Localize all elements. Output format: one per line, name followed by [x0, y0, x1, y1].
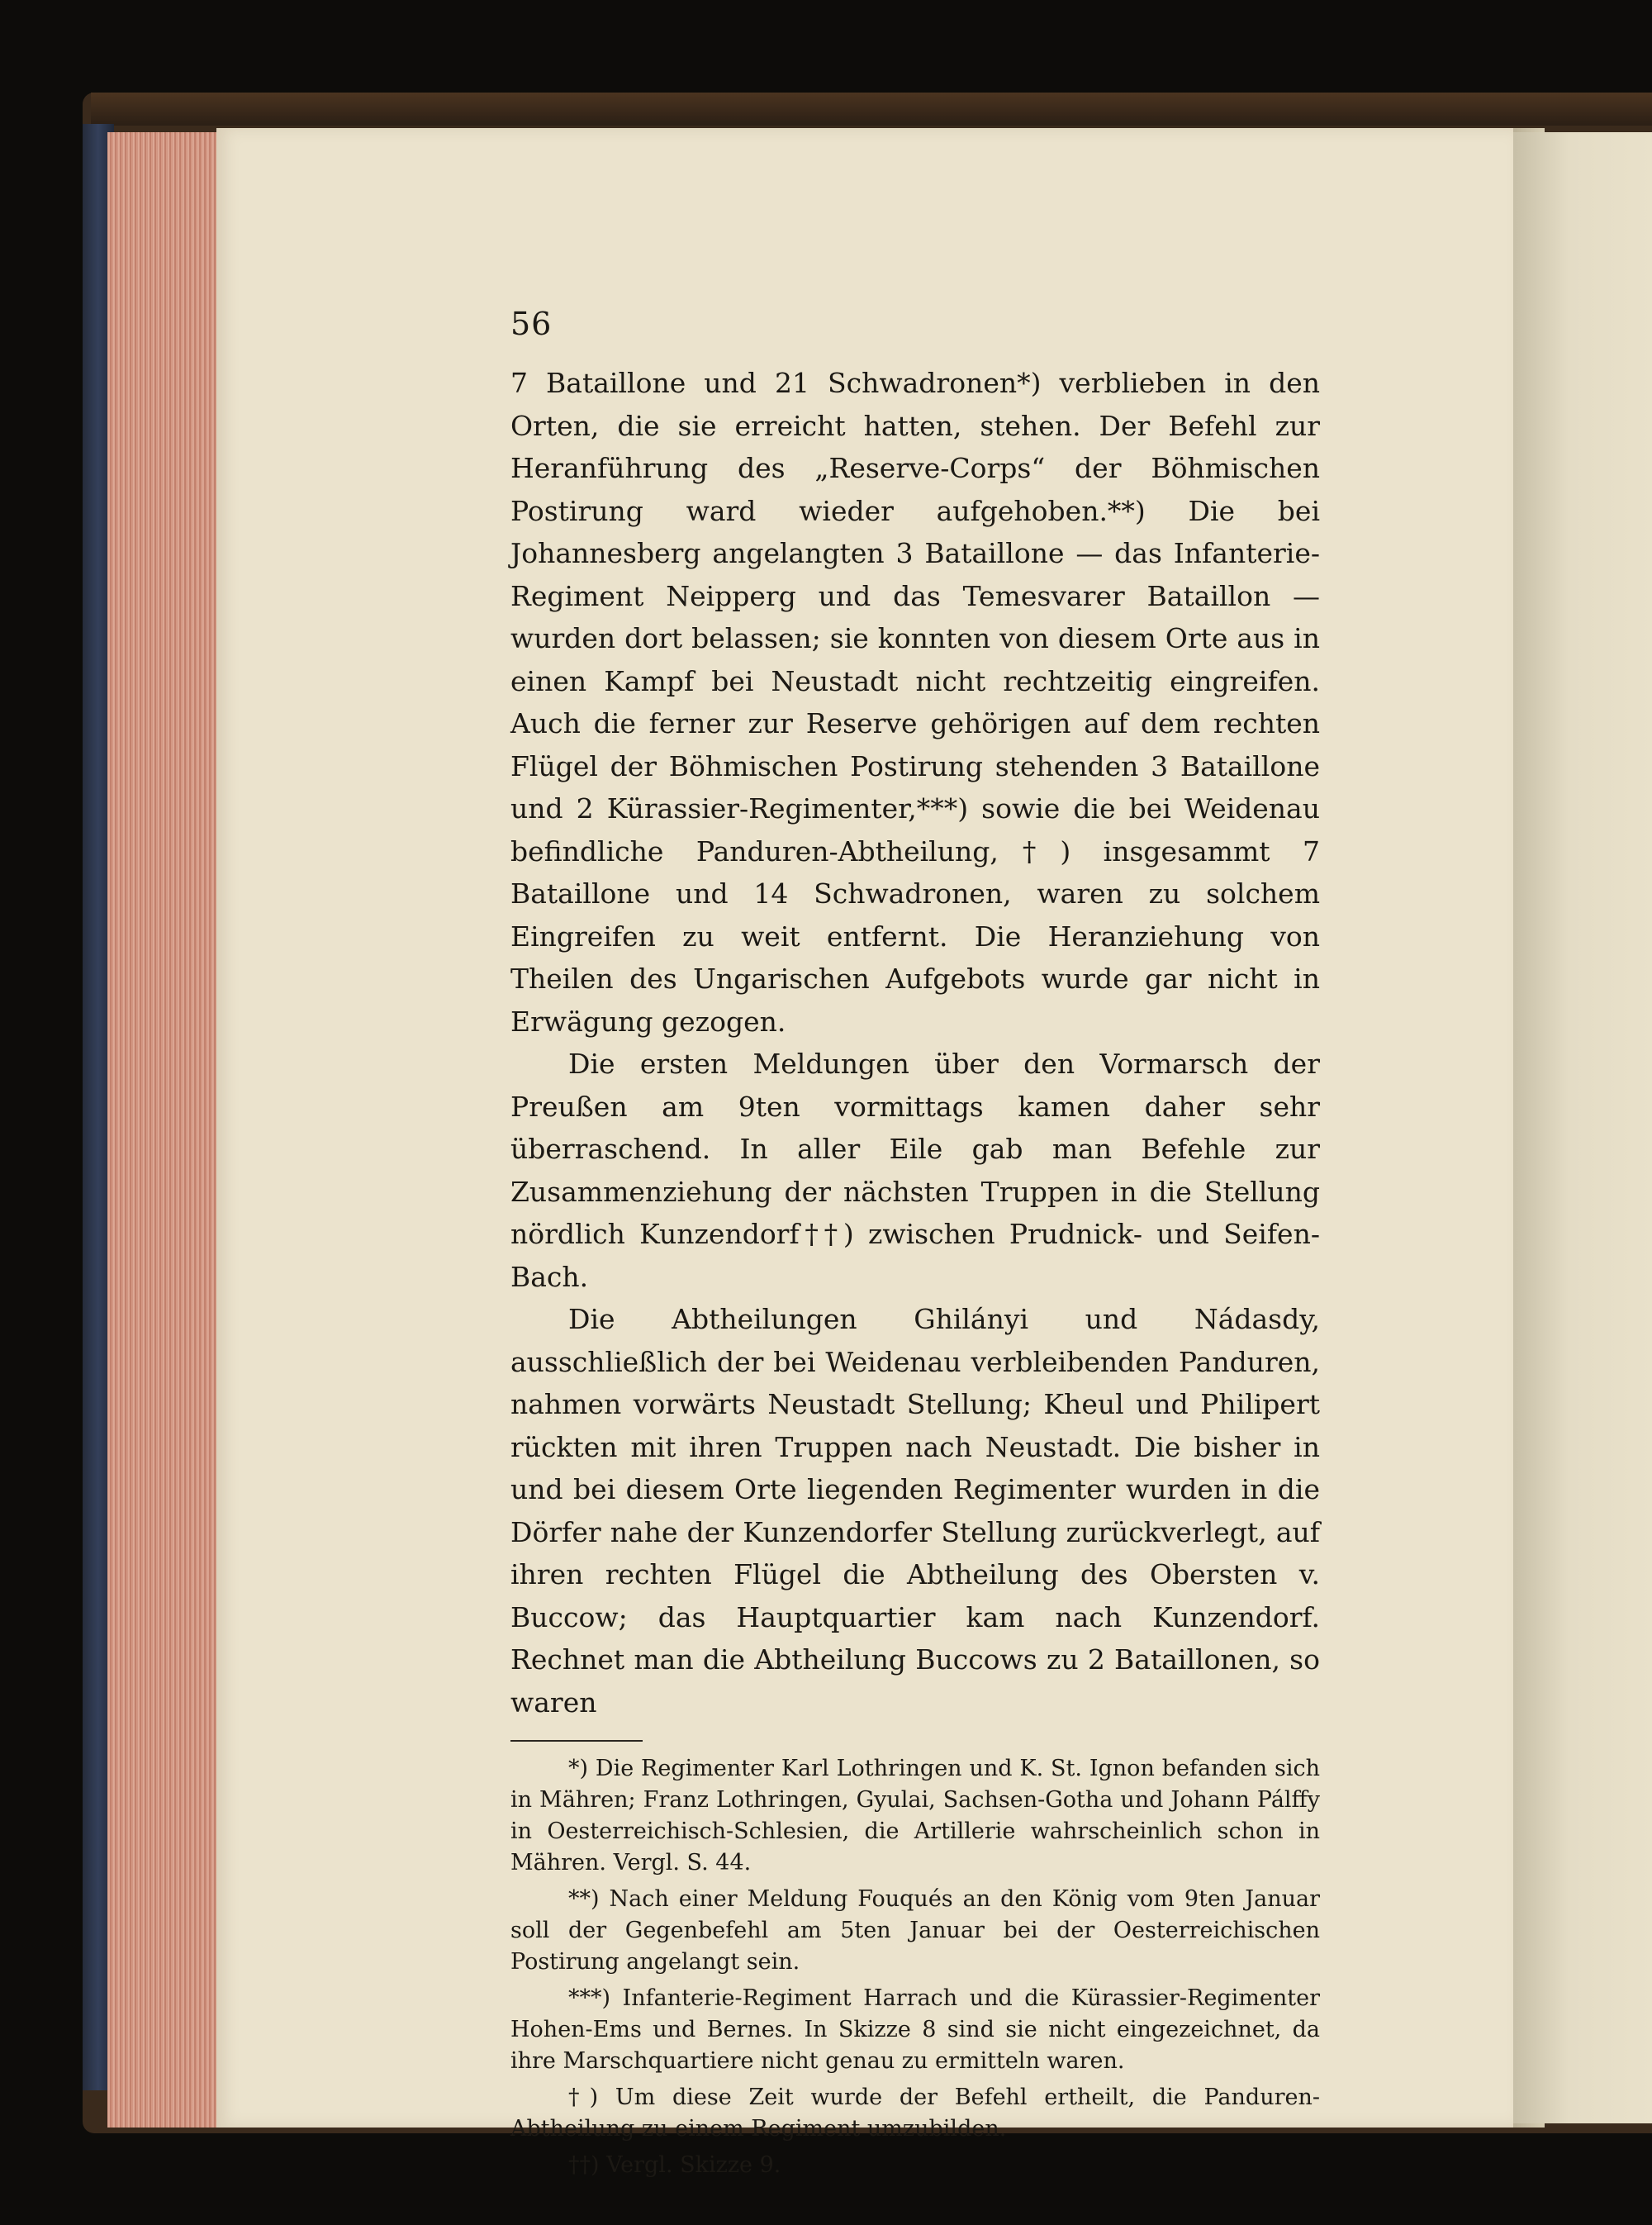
page-content [510, 306, 1320, 2183]
book-cover-top-edge [91, 93, 1652, 126]
page-number: 56 [510, 306, 553, 342]
paragraph: Die ersten Meldungen über den Vormarsch der Preußen am 9ten vormittags kamen daher sehr überraschend. In aller Eile gab man Befehle zur Zusammenziehung der nächsten Truppen in die Stellung nördlich Kunzendorf††) zwischen Prudnick- und Seifen-Bach. [510, 1048, 1320, 1293]
footnote: *) Die Regimenter Karl Lothringen und K. St. Ignon befanden sich in Mähren; Franz Lothringen, Gyulai, Sachsen-Gotha und Johann Pálffy in Oesterreichisch-Schlesien, die Artillerie wahrscheinlich schon in Mähren. Vergl. S. 44. [510, 1756, 1320, 1876]
page-block-edges [107, 132, 231, 2128]
footnote: †) Um diese Zeit wurde der Befehl ertheilt, die Panduren-Abtheilung zu einem Regiment umzubilden. [510, 2085, 1320, 2142]
facing-page-edge [1513, 132, 1652, 2123]
body-text [510, 362, 1320, 1723]
footnote: **) Nach einer Meldung Fouqués an den König vom 9ten Januar soll der Gegenbefehl am 5ten Januar bei der Oesterreichischen Postirung angelangt sein. [510, 1886, 1320, 1975]
footnote: ††) Vergl. Skizze 9. [568, 2152, 781, 2178]
footnote: ***) Infanterie-Regiment Harrach und die Kürassier-Regimenter Hohen-Ems und Bernes. In Skizze 8 sind sie nicht eingezeichnet, da ihre Marschquartiere nicht genau zu ermitteln waren. [510, 1985, 1320, 2074]
paragraph: 7 Bataillone und 21 Schwadronen*) verblieben in den Orten, die sie erreicht hatten, stehen. Der Befehl zur Heranführung des „Reserve-Corps“ der Böhmischen Postirung ward wieder aufgehoben.**) Die bei Johannesberg angelangten 3 Bataillone — das Infanterie-Regiment Neipperg und das Temesvarer Bataillon — wurden dort belassen; sie konnten von diesem Orte aus in einen Kampf bei Neustadt nicht rechtzeitig eingreifen. Auch die ferner zur Reserve gehörigen auf dem rechten Flügel der Böhmischen Postirung stehenden 3 Bataillone und 2 Kürassier-Regimenter,***) sowie die bei Weidenau befindliche Panduren-Abtheilung,†) insgesammt 7 Bataillone und 14 Schwadronen, waren zu solchem Eingreifen zu weit entfernt. Die Heranziehung von Theilen des Ungarischen Aufgebots wurde gar nicht in Erwägung gezogen. [510, 367, 1320, 1038]
footnotes [510, 1753, 1320, 2181]
footnote-divider [510, 1740, 643, 1742]
paragraph: Die Abtheilungen Ghilányi und Nádasdy, ausschließlich der bei Weidenau verbleibenden Panduren, nahmen vorwärts Neustadt Stellung; Kheul und Philipert rückten mit ihren Truppen nach Neustadt. Die bisher in und bei diesem Orte liegenden Regimenter wurden in die Dörfer nahe der Kunzendorfer Stellung zurückverlegt, auf ihren rechten Flügel die Abtheilung des Obersten v. Buccow; das Hauptquartier kam nach Kunzendorf. Rechnet man die Abtheilung Buccows zu 2 Bataillonen, so waren [510, 1303, 1320, 1719]
